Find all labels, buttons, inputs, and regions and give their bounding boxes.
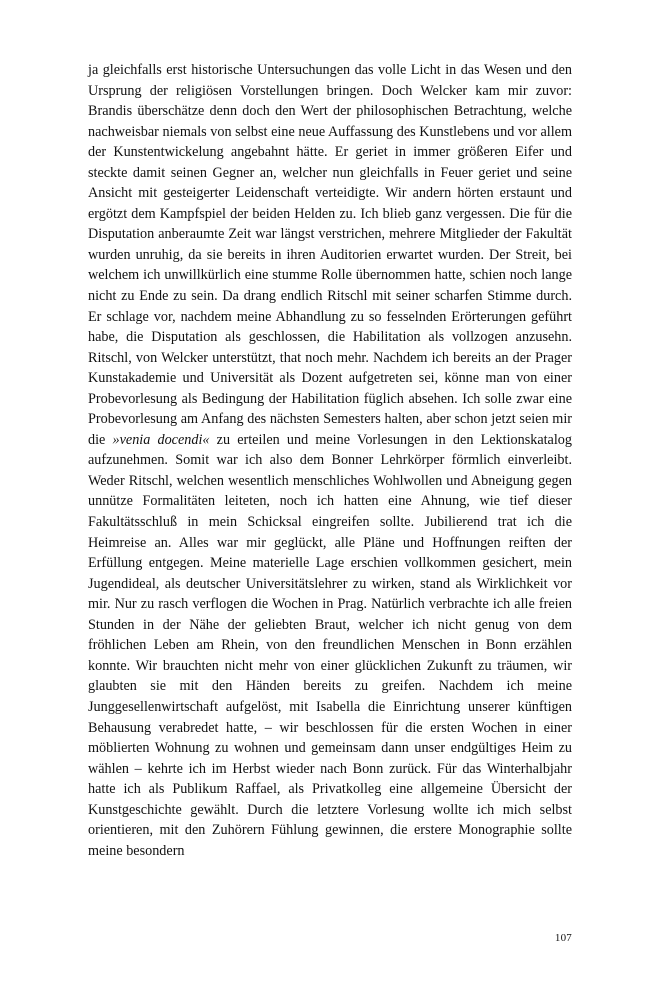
body-paragraph: ja gleichfalls erst historische Untersuchungen das volle Licht in das Wesen und den Ursprung der religiösen Vorstellungen bringen. Doch Welcker kam mir zuvor: Brandis überschätze denn doch den Wert der philosophischen Betrachtung, welche nachweisbar niemals von selbst eine neue Auffassung des Kunstlebens und vor allem der Kunstentwickelung angebahnt hätte. Er geriet in immer größeren Eifer und steckte damit seinen Gegner an, welcher nun gleichfalls in Feuer geriet und seine Ansicht mit gesteigerter Leidenschaft verteidigte. Wir andern hörten erstaunt und ergötzt dem Kampfspiel der beiden Helden zu. Ich blieb ganz vergessen. Die für die Disputation anberaumte Zeit war längst verstrichen, mehrere Mitglieder der Fakultät wurden unruhig, da sie bereits in ihren Auditorien erwartet wurden. Der Streit, bei welchem ich unwillkürlich eine stumme Rolle übernommen hatte, schien noch lange nicht zu Ende zu sein. Da drang endlich Ritschl mit seiner scharfen Stimme durch. Er schlage vor, nachdem meine Abhandlung zu so fesselnden Erörterungen geführt habe, die Disputation als geschlossen, die Habilitation als vollzogen anzusehn. Ritschl, von Welcker unterstützt, that noch mehr. Nachdem ich bereits an der Prager Kunstakademie und Universität als Dozent aufgetreten sei, könne man von einer Probevorlesung als Bedingung der Habilitation füglich absehen. Ich solle zwar eine Probevorlesung am Anfang des nächsten Semesters halten, aber schon jetzt seien mir die »venia docendi« zu erteilen und meine Vorlesungen in den Lektionskatalog aufzunehmen. Somit war ich also dem Bonner Lehrkörper förmlich einverleibt. Weder Ritschl, welchen wesentlich menschliches Wohlwollen und Abneigung gegen unnütze Formalitäten leiteten, noch ich hatten eine Ahnung, wie tief dieser Fakultätsschluß in mein Schicksal eingreifen sollte. Jubilierend trat ich die Heimreise an. Alles war mir geglückt, alle Pläne und Hoffnungen reiften der Erfüllung entgegen. Meine materielle Lage erschien vollkommen gesichert, mein Jugendideal, als deutscher Universitätslehrer zu wirken, stand als Wirklichkeit vor mir. Nur zu rasch verflogen die Wochen in Prag. Natürlich verbrachte ich alle freien Stunden in der Nähe der geliebten Braut, welcher ich nicht genug von dem fröhlichen Leben am Rhein, von den freundlichen Menschen in Bonn erzählen konnte. Wir brauchten nicht mehr von einer glücklichen Zukunft zu träumen, wir glaubten sie mit den Händen bereits zu greifen. Nachdem ich meine Junggesellenwirtschaft aufgelöst, mit Isabella die Einrichtung unserer künftigen Behausung verabredet hatte, – wir beschlossen für die ersten Wochen in einer möblierten Wohnung zu wohnen und gemeinsam dann unser endgültiges Heim zu wählen – kehrte ich im Herbst wieder nach Bonn zurück. Für das Winterhalbjahr hatte ich als Publikum Raffael, als Privatkolleg eine allgemeine Übersicht der Kunstgeschichte gewählt. Durch die letztere Vorlesung wollte ich mich selbst orientieren, mit den Zuhörern Fühlung gewinnen, die erstere Monographie sollte meine besondern bbox=[88, 62, 572, 859]
page-number: 107 bbox=[554, 932, 572, 944]
italic-phrase: »venia docendi« bbox=[112, 431, 210, 448]
page-body-text bbox=[88, 60, 572, 861]
